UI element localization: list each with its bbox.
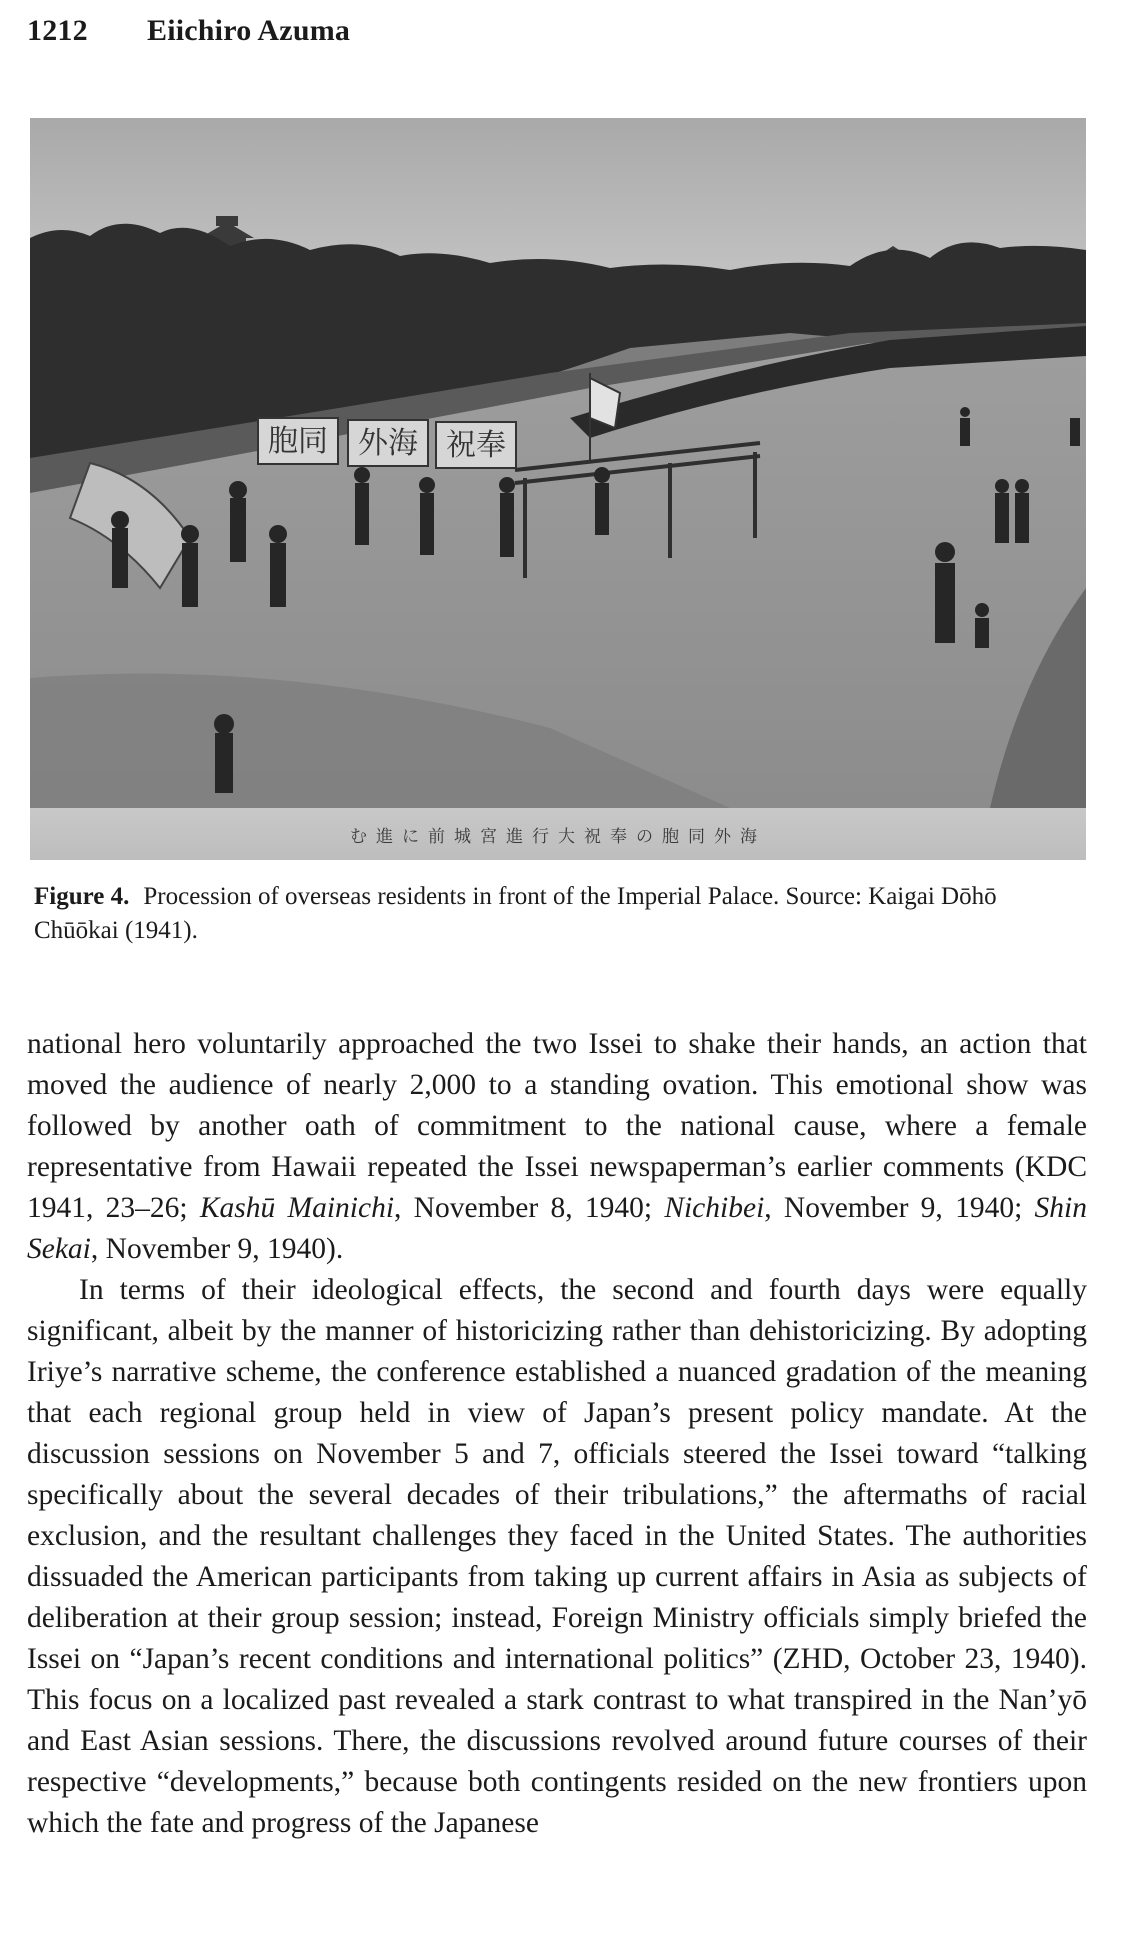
paragraph-1-italic-b: Nichibei <box>664 1192 765 1224</box>
paragraph-2: In terms of their ideological effects, the second and fourth days were equally significant, albeit by the manner of historicizing rather than dehistoricizing. By adopting Iriye’s narrative scheme, the conference established a nuanced gradation of the meaning that each regional group held in view of Japan’s present policy mandate. At the discussion sessions on November 5 and 7, officials steered the Issei toward “talking specifically about the several decades of their tribulations,” the aftermaths of racial exclusion, and the resultant challenges they faced in the United States. The authorities dissuaded the American participants from taking up current affairs in Asia as subjects of deliberation at their group session; instead, Foreign Ministry officials simply briefed the Issei on “Japan’s recent conditions and international politics” (ZHD, October 23, 1940). This focus on a localized past revealed a stark contrast to what transpired in the Nan’yō and East Asian sessions. There, the discussions revolved around future courses of their respective “developments,” because both contingents resided on the new frontiers upon which the fate and progress of the Japanese <box>27 1274 1087 1839</box>
paragraph-1 <box>27 1024 1087 1270</box>
banner-middle-text: 外海 <box>358 426 418 461</box>
page-number: 1212 <box>27 14 88 47</box>
banner-right-text: 祝奉 <box>446 428 506 463</box>
procession-photograph <box>30 118 1086 860</box>
banner-left-text: 胞同 <box>268 424 328 459</box>
photo-japanese-caption: む進に前城宮進行大祝奉の胞同外海 <box>350 827 766 847</box>
figure-label: Figure 4. <box>34 883 130 910</box>
author-name: Eiichiro Azuma <box>147 14 351 47</box>
figure-caption <box>34 880 1084 948</box>
paragraph-1-text-c: , November 9, 1940; <box>764 1192 1035 1224</box>
photo-illustration <box>30 118 1086 860</box>
figure-caption-text: Procession of overseas residents in front of the Imperial Palace. Source: Kaigai Dōhō Chūōkai (1941). <box>34 883 997 944</box>
paragraph-1-text-d: , November 9, 1940). <box>90 1233 344 1265</box>
paragraph-1-text-b: , November 8, 1940; <box>394 1192 665 1224</box>
paragraph-1-text-a: national hero voluntarily approached the two Issei to shake their hands, an action that moved the audience of nearly 2,000 to a standing ovation. This emotional show was followed by another oath of commitment to the national cause, where a female representative from Hawaii repeated the Issei newspaperman’s earlier comments (KDC 1941, 23–26; <box>27 1028 1087 1224</box>
paragraph-1-italic-a: Kashū Mainichi <box>199 1192 395 1224</box>
banner-group <box>258 418 516 468</box>
running-header <box>27 14 350 64</box>
paragraph-1-italic-c: Shin Sekai <box>27 1192 1087 1265</box>
body-text <box>27 1024 1087 1844</box>
